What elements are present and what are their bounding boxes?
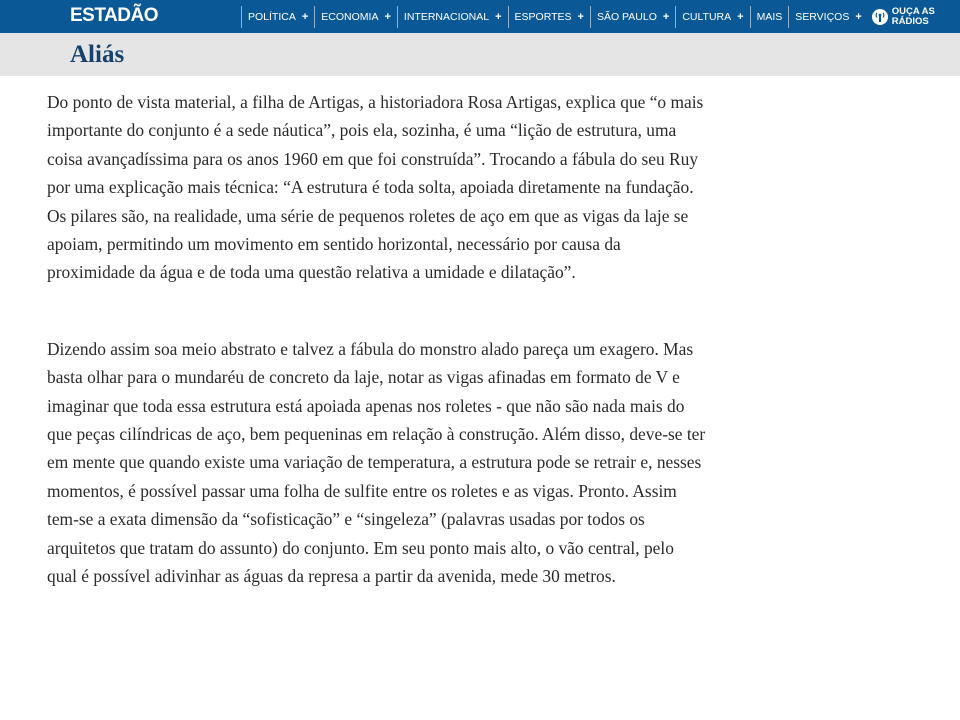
expand-plus-icon[interactable]: + — [577, 10, 584, 23]
nav-item-label: CULTURA — [682, 10, 732, 23]
nav-item-label: ECONOMIA — [321, 10, 379, 23]
nav-item-label: INTERNACIONAL — [403, 10, 490, 23]
expand-plus-icon[interactable]: + — [301, 10, 309, 23]
estadao-logo[interactable]: ESTADÃO — [70, 5, 158, 26]
main-nav — [241, 0, 936, 33]
article-paragraph: Do ponto de vista material, a filha de Artigas, a historiadora Rosa Artigas, explica que “o mais importante do conjunto é a sede náutica”, pois ela, sozinha, é uma “lição de estrutura, uma coisa avançadíssima para os anos 1960 em que foi construída”. Trocando a fábula do seu Ruy por uma explicação mais técnica: “A estrutura é toda solta, apoiada diretamente na fundação. Os pilares são, na realidade, uma série de pequenos roletes de aço em que as vigas da laje se apoiam, permitindo um movimento em sentido horizontal, necessário por causa da proximidade da água e de toda uma questão relativa a umidade e dilatação”. — [47, 92, 704, 283]
nav-item-internacional[interactable] — [398, 0, 508, 33]
nav-item-sao-paulo[interactable] — [591, 0, 675, 33]
nav-item-politica[interactable] — [242, 0, 314, 33]
expand-plus-icon[interactable]: + — [662, 10, 670, 23]
nav-item-label: POLÍTICA — [248, 10, 296, 23]
radio-icon — [872, 9, 888, 25]
nav-item-label: SÃO PAULO — [596, 10, 657, 23]
nav-item-label: ESPORTES — [514, 10, 572, 23]
radio-label-line2: RÁDIOS — [891, 15, 929, 27]
nav-item-servicos[interactable] — [789, 0, 868, 33]
article-paragraph: Dizendo assim soa meio abstrato e talvez a fábula do monstro alado pareça um exagero. Mas basta olhar para o mundaréu de concreto da laje, notar as vigas afinadas em formato de V e imaginar que toda essa estrutura está apoiada apenas nos roletes - que não são nada mais do que peças cilíndricas de aço, bem pequeninas em relação à construção. Além disso, deve-se ter em mente que quando existe uma variação de temperatura, a estrutura pode se retrair e, nesses momentos, é possível passar uma folha de sulfite entre os roletes e as vigas. Pronto. Assim tem-se a exata dimensão da “sofisticação” e “singeleza” (palavras usadas por todos os arquitetos que tratam do assunto) do conjunto. Em seu ponto mais alto, o vão central, pelo qual é possível adivinhar as águas da represa a partir da avenida, mede 30 metros. — [47, 338, 706, 587]
nav-item-economia[interactable] — [315, 0, 397, 33]
nav-item-label: MAIS — [756, 10, 783, 23]
article-body — [47, 88, 707, 591]
nav-item-mais[interactable] — [751, 0, 789, 33]
nav-item-cultura[interactable] — [676, 0, 749, 33]
expand-plus-icon[interactable]: + — [737, 10, 744, 23]
expand-plus-icon[interactable]: + — [855, 10, 862, 23]
expand-plus-icon[interactable]: + — [495, 10, 502, 23]
nav-item-label: SERVIÇOS — [795, 10, 850, 23]
expand-plus-icon[interactable]: + — [384, 10, 391, 23]
top-navigation-bar — [0, 0, 960, 33]
radio-label — [892, 7, 936, 26]
nav-item-esportes[interactable] — [509, 0, 590, 33]
section-band — [0, 33, 960, 76]
listen-radios-button[interactable] — [872, 7, 936, 26]
radio-label-line1: OUÇA AS — [891, 6, 935, 17]
section-title[interactable]: Aliás — [70, 41, 125, 68]
